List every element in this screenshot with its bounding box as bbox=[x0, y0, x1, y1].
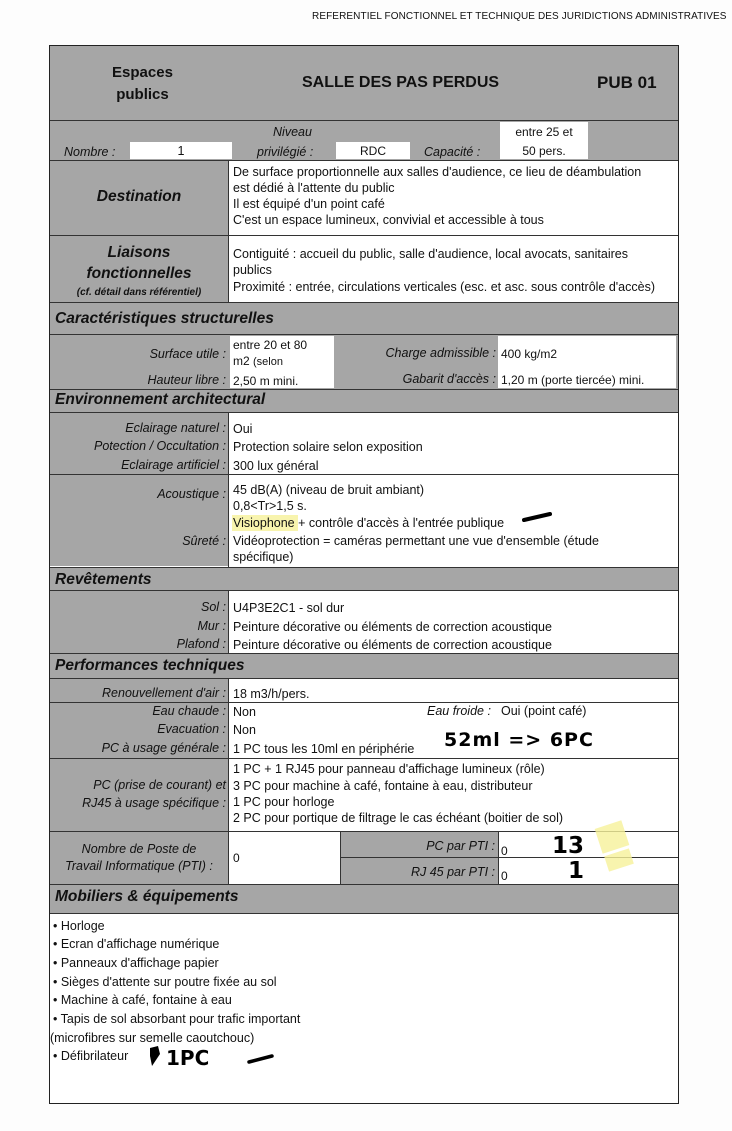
acoustique-line1: 45 dB(A) (niveau de bruit ambiant) bbox=[233, 483, 425, 497]
hauteur-label: Hauteur libre : bbox=[147, 373, 226, 387]
hauteur-value: 2,50 m mini. bbox=[233, 374, 299, 388]
pc-specifique-line-1: 1 PC + 1 RJ45 pour panneau d'affichage lumineux (rôle) bbox=[233, 762, 545, 776]
liaisons-line-3: Proximité : entrée, circulations verticales (esc. et asc. sous contrôle d'accès) bbox=[233, 280, 655, 294]
surface-value-note: (selon bbox=[253, 356, 283, 368]
pc-par-pti-value: 0 bbox=[501, 844, 508, 858]
room-code: PUB 01 bbox=[597, 73, 657, 92]
eau-chaude-label: Eau chaude : bbox=[152, 704, 226, 718]
destination-line-3: Il est équipé d'un point café bbox=[233, 197, 385, 211]
surete-line1-rest: + contrôle d'accès à l'entrée publique bbox=[294, 516, 505, 530]
destination-line-4: C'est un espace lumineux, convivial et accessible à tous bbox=[233, 213, 544, 227]
surete-line3: spécifique) bbox=[233, 550, 294, 564]
pc-specifique-line-4: 2 PC pour portique de filtrage le cas échéant (boitier de sol) bbox=[233, 811, 564, 825]
pc-generale-value: 1 PC tous les 10ml en périphérie bbox=[233, 742, 415, 756]
mur-label: Mur : bbox=[197, 619, 226, 633]
rj45-par-pti-label: RJ 45 par PTI : bbox=[410, 865, 495, 879]
destination-line-1: De surface proportionnelle aux salles d'audience, ce lieu de déambulation bbox=[233, 165, 642, 179]
gabarit-value: 1,20 m (porte tiercée) mini. bbox=[501, 373, 645, 387]
eau-froide-label: Eau froide : bbox=[427, 704, 491, 718]
liaisons-note: (cf. détail dans référentiel) bbox=[76, 287, 202, 298]
room-name: SALLE DES PAS PERDUS bbox=[302, 74, 500, 91]
eclairage-artificiel-value: 300 lux général bbox=[233, 459, 319, 473]
protection-label: Potection / Occultation : bbox=[93, 439, 226, 453]
surface-value-line1: entre 20 et 80 bbox=[233, 338, 308, 352]
category-line2: publics bbox=[116, 86, 169, 103]
destination-line-2: est dédié à l'attente du public bbox=[233, 181, 395, 195]
document-header: REFERENTIEL FONCTIONNEL ET TECHNIQUE DES JURIDICTIONS ADMINISTRATIVES bbox=[312, 11, 727, 22]
mobilier-item-1: • Horloge bbox=[53, 919, 105, 933]
mobilier-item-2: • Ecran d'affichage numérique bbox=[53, 937, 220, 951]
pti-value: 0 bbox=[233, 851, 240, 865]
pc-specifique-label-line2: RJ45 à usage spécifique : bbox=[82, 796, 226, 810]
nombre-label: Nombre : bbox=[64, 145, 116, 159]
handwritten-defib-note: 1PC bbox=[166, 1046, 210, 1070]
mur-value: Peinture décorative ou éléments de correction acoustique bbox=[233, 620, 552, 634]
niveau-value: RDC bbox=[360, 144, 386, 158]
surete-line2: Vidéoprotection = caméras permettant une vue d'ensemble (étude bbox=[233, 534, 599, 548]
pc-par-pti-label: PC par PTI : bbox=[426, 839, 495, 853]
evacuation-label: Evacuation : bbox=[157, 722, 226, 736]
capacite-value-line1: entre 25 et bbox=[515, 125, 573, 139]
mobilier-item-8: • Défibrilateur bbox=[53, 1049, 129, 1063]
liaisons-label-line2: fonctionnelles bbox=[86, 265, 192, 282]
pti-label-line1: Nombre de Poste de bbox=[81, 842, 197, 856]
renouvellement-label: Renouvellement d'air : bbox=[102, 686, 226, 700]
capacite-label: Capacité : bbox=[424, 145, 481, 159]
category-line1: Espaces bbox=[112, 64, 173, 81]
mobilier-item-4: • Sièges d'attente sur poutre fixée au sol bbox=[53, 975, 277, 989]
eau-chaude-value: Non bbox=[233, 705, 256, 719]
acoustique-line2: 0,8<Tr>1,5 s. bbox=[233, 499, 307, 513]
liaisons-line-2: publics bbox=[233, 263, 272, 277]
eau-froide-value: Oui (point café) bbox=[501, 704, 587, 718]
sol-label: Sol : bbox=[200, 600, 226, 614]
niveau-label-line2: privilégié : bbox=[257, 145, 314, 159]
mobilier-item-3: • Panneaux d'affichage papier bbox=[53, 956, 219, 970]
mobilier-item-6: • Tapis de sol absorbant pour trafic important bbox=[53, 1012, 301, 1026]
handwritten-pc-note: 52ml => 6PC bbox=[444, 729, 594, 751]
surete-visiophone: Visiophone bbox=[233, 516, 295, 530]
handwritten-rj45-par-pti: 1 bbox=[568, 858, 585, 884]
eclairage-naturel-value: Oui bbox=[233, 422, 253, 436]
pti-label-line2: Travail Informatique (PTI) : bbox=[65, 859, 213, 873]
pc-specifique-label-line1: PC (prise de courant) et bbox=[93, 778, 226, 792]
surface-value-line2 bbox=[233, 353, 283, 370]
pc-generale-label: PC à usage générale : bbox=[101, 741, 226, 755]
charge-value: 400 kg/m2 bbox=[501, 347, 558, 361]
rj45-par-pti-highlight bbox=[604, 848, 634, 871]
surface-value-unit: m2 bbox=[233, 354, 250, 368]
surface-label: Surface utile : bbox=[149, 347, 226, 361]
plafond-value: Peinture décorative ou éléments de correction acoustique bbox=[233, 638, 552, 652]
structurelles-title: Caractéristiques structurelles bbox=[55, 310, 274, 327]
eclairage-artificiel-label: Eclairage artificiel : bbox=[121, 458, 226, 472]
liaisons-line-1: Contiguité : accueil du public, salle d'audience, local avocats, sanitaires bbox=[233, 247, 628, 261]
handwritten-dash bbox=[246, 1052, 276, 1066]
surete-line1 bbox=[233, 515, 504, 531]
nombre-value: 1 bbox=[177, 144, 185, 158]
niveau-label-line1: Niveau bbox=[273, 125, 312, 139]
form-sheet bbox=[49, 45, 679, 1104]
mobiliers-title: Mobiliers & équipements bbox=[55, 888, 239, 905]
charge-label: Charge admissible : bbox=[385, 346, 496, 360]
pc-specifique-line-2: 3 PC pour machine à café, fontaine à eau, distributeur bbox=[233, 779, 533, 793]
mobilier-item-5: • Machine à café, fontaine à eau bbox=[53, 993, 232, 1007]
pc-specifique-line-3: 1 PC pour horloge bbox=[233, 795, 335, 809]
destination-label: Destination bbox=[96, 188, 182, 205]
liaisons-label-line1: Liaisons bbox=[107, 244, 171, 261]
capacite-value-line2: 50 pers. bbox=[522, 144, 566, 158]
sol-value: U4P3E2C1 - sol dur bbox=[233, 601, 345, 615]
handwritten-check-mark bbox=[522, 510, 554, 524]
protection-value: Protection solaire selon exposition bbox=[233, 440, 423, 454]
evacuation-value: Non bbox=[233, 723, 256, 737]
plafond-label: Plafond : bbox=[176, 637, 226, 651]
rj45-par-pti-value: 0 bbox=[501, 869, 508, 883]
renouvellement-value: 18 m3/h/pers. bbox=[233, 687, 310, 701]
performances-title: Performances techniques bbox=[55, 657, 245, 674]
revetements-title: Revêtements bbox=[55, 571, 152, 588]
mobilier-item-7: (microfibres sur semelle caoutchouc) bbox=[50, 1031, 255, 1045]
environnement-title: Environnement architectural bbox=[55, 391, 266, 408]
acoustique-label: Acoustique : bbox=[157, 487, 226, 501]
gabarit-label: Gabarit d'accès : bbox=[402, 372, 496, 386]
handwritten-scribble bbox=[146, 1044, 164, 1070]
eclairage-naturel-label: Eclairage naturel : bbox=[125, 421, 226, 435]
surete-label: Sûreté : bbox=[182, 534, 226, 548]
handwritten-pc-par-pti: 13 bbox=[552, 833, 585, 859]
